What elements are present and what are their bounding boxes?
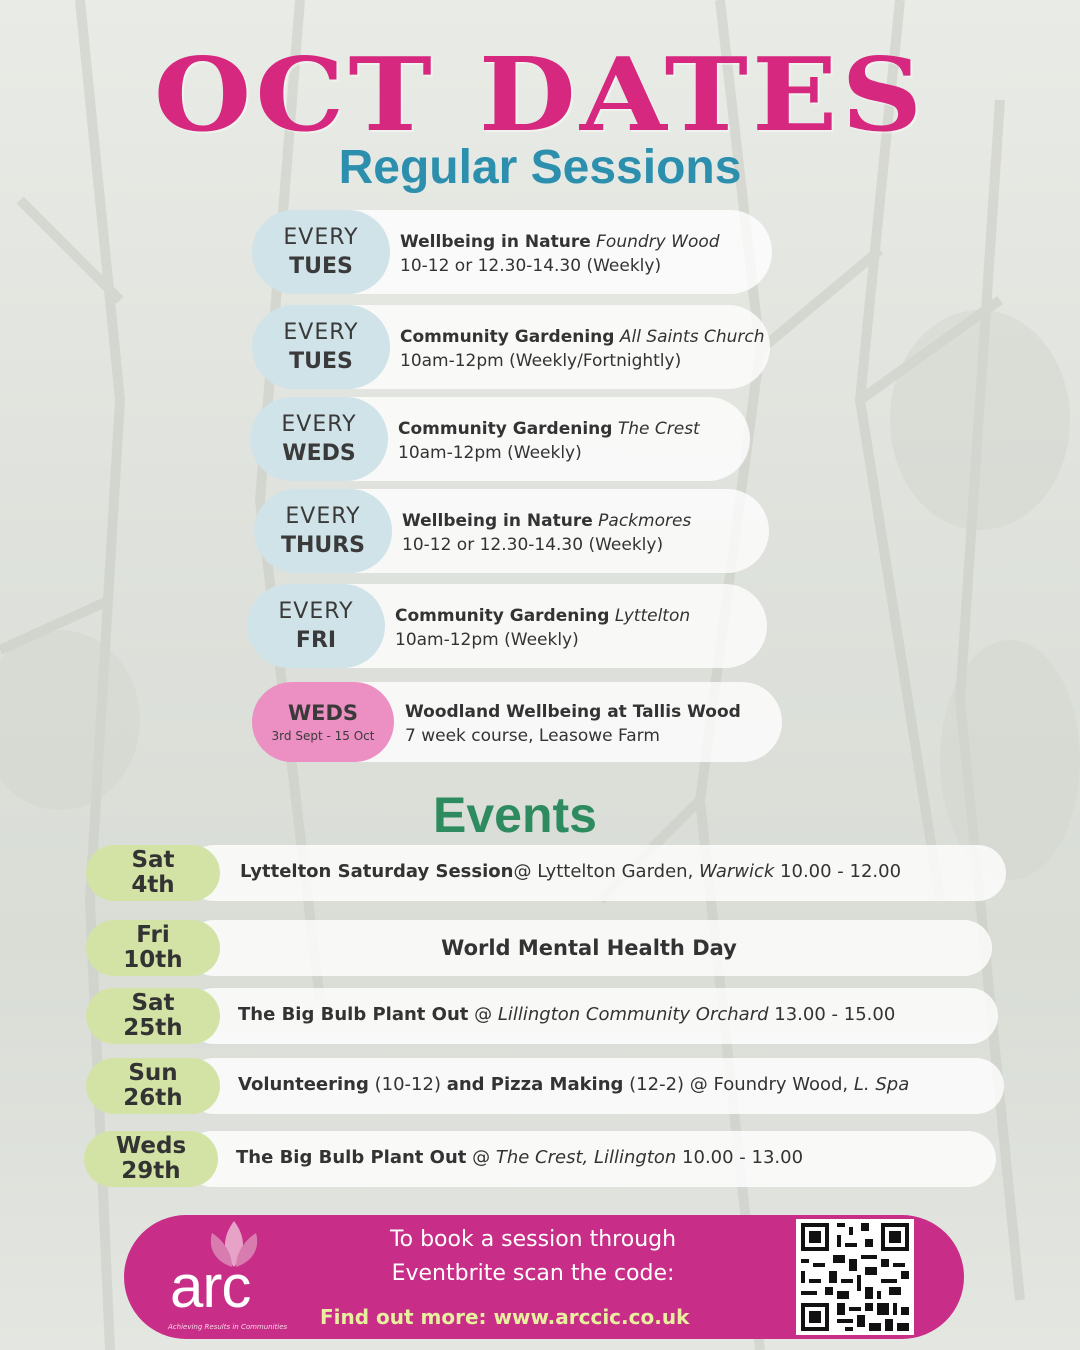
session-place: Foundry Wood xyxy=(596,232,720,252)
event-text: @ xyxy=(466,1147,496,1168)
event-title: The Big Bulb Plant Out xyxy=(236,1147,467,1168)
event-text: @ Lyttelton Garden, xyxy=(513,861,700,882)
session-place: Lyttelton xyxy=(614,606,691,626)
every-label: EVERY xyxy=(283,225,359,250)
day-label: TUES xyxy=(289,349,353,374)
day-label: WEDS xyxy=(282,441,356,466)
event-location: The Crest, Lillington xyxy=(495,1147,677,1168)
event-day: Weds xyxy=(115,1133,187,1159)
event-date: 25th xyxy=(123,1015,183,1041)
session-details xyxy=(400,325,765,373)
session-details xyxy=(400,230,720,278)
session-details xyxy=(402,509,691,557)
event-details xyxy=(238,1004,895,1025)
booking-text-line-1: To book a session through xyxy=(389,1227,677,1252)
session-day-pill xyxy=(252,210,390,294)
event-row xyxy=(86,1058,1004,1114)
event-date-pill xyxy=(84,1131,218,1187)
event-time: 13.00 - 15.00 xyxy=(768,1004,896,1025)
session-day-pill xyxy=(250,397,388,481)
event-location: L. Spa xyxy=(853,1074,910,1095)
session-details xyxy=(395,604,690,652)
page-title: OCT DATES xyxy=(153,36,927,155)
session-time: 10am-12pm (Weekly) xyxy=(395,630,579,650)
logo-tagline: Achieving Results in Communities xyxy=(168,1323,288,1331)
arc-logo xyxy=(164,1219,304,1335)
every-label: EVERY xyxy=(281,412,357,437)
session-name: Community Gardening xyxy=(398,419,613,439)
event-date: 4th xyxy=(131,872,175,898)
event-day: Sat xyxy=(131,990,175,1016)
session-place: Packmores xyxy=(598,511,692,531)
session-details xyxy=(398,417,700,465)
event-title: World Mental Health Day xyxy=(441,936,737,960)
session-place: All Saints Church xyxy=(619,327,765,347)
session-name: Wellbeing in Nature xyxy=(402,511,593,531)
event-day: Sat xyxy=(131,847,175,873)
event-location: Lillington Community Orchard xyxy=(497,1004,769,1025)
booking-banner xyxy=(124,1215,964,1339)
day-label: THURS xyxy=(280,533,366,558)
event-row xyxy=(86,845,1006,901)
session-card xyxy=(247,584,767,668)
event-date: 10th xyxy=(123,947,183,973)
event-title-2: and Pizza Making xyxy=(446,1074,624,1095)
session-card xyxy=(254,489,769,573)
event-date: 26th xyxy=(123,1085,183,1111)
day-label: TUES xyxy=(289,254,353,279)
event-day: Fri xyxy=(136,922,170,948)
event-row xyxy=(86,988,998,1044)
session-card xyxy=(252,305,770,389)
event-date: 29th xyxy=(121,1158,181,1184)
event-title: Lyttelton Saturday Session xyxy=(240,861,514,882)
session-time: 7 week course, Leasowe Farm xyxy=(405,726,660,746)
event-date-pill xyxy=(86,845,220,901)
session-day-pill xyxy=(252,682,394,762)
event-title: Volunteering xyxy=(238,1074,369,1095)
session-time: 10-12 or 12.30-14.30 (Weekly) xyxy=(400,256,662,276)
session-place: The Crest xyxy=(617,419,700,439)
booking-text-line-2: Eventbrite scan the code: xyxy=(391,1261,675,1286)
day-label: FRI xyxy=(295,628,337,653)
event-row xyxy=(86,920,992,976)
event-row xyxy=(84,1131,996,1187)
session-name: Community Gardening xyxy=(395,606,610,626)
session-day-pill xyxy=(252,305,390,389)
session-day-pill xyxy=(247,584,385,668)
session-time: 10am-12pm (Weekly/Fortnightly) xyxy=(400,351,682,371)
regular-sessions-heading: Regular Sessions xyxy=(338,141,742,194)
event-text: (10-12) xyxy=(368,1074,447,1095)
session-name: Community Gardening xyxy=(400,327,615,347)
session-name: Wellbeing in Nature xyxy=(400,232,591,252)
session-time: 10-12 or 12.30-14.30 (Weekly) xyxy=(402,535,664,555)
event-day: Sun xyxy=(128,1060,178,1086)
session-card xyxy=(252,210,772,294)
event-date-pill xyxy=(86,988,220,1044)
event-time: 10.00 - 12.00 xyxy=(774,861,902,882)
date-range: 3rd Sept - 15 Oct xyxy=(271,729,375,743)
event-details xyxy=(238,1074,909,1095)
event-text: @ xyxy=(468,1004,498,1025)
every-label: EVERY xyxy=(283,320,359,345)
day-label: WEDS xyxy=(287,701,359,725)
session-name: Woodland Wellbeing at Tallis Wood xyxy=(405,702,741,722)
event-date-pill xyxy=(86,1058,220,1114)
logo-text: arc xyxy=(170,1253,251,1320)
qr-code-icon[interactable] xyxy=(796,1219,914,1335)
special-session-card xyxy=(252,682,782,762)
session-time: 10am-12pm (Weekly) xyxy=(398,443,582,463)
session-day-pill xyxy=(254,489,392,573)
event-time: 10.00 - 13.00 xyxy=(676,1147,804,1168)
every-label: EVERY xyxy=(278,599,354,624)
event-location: Warwick xyxy=(699,861,775,882)
every-label: EVERY xyxy=(285,504,361,529)
session-card xyxy=(250,397,750,481)
event-details xyxy=(236,1147,803,1168)
event-details xyxy=(240,861,901,882)
website-link[interactable]: Find out more: www.arccic.co.uk xyxy=(320,1305,690,1329)
event-time: (12-2) @ Foundry Wood, xyxy=(623,1074,854,1095)
events-heading: Events xyxy=(433,787,597,843)
event-title: The Big Bulb Plant Out xyxy=(238,1004,469,1025)
session-details xyxy=(405,700,741,748)
